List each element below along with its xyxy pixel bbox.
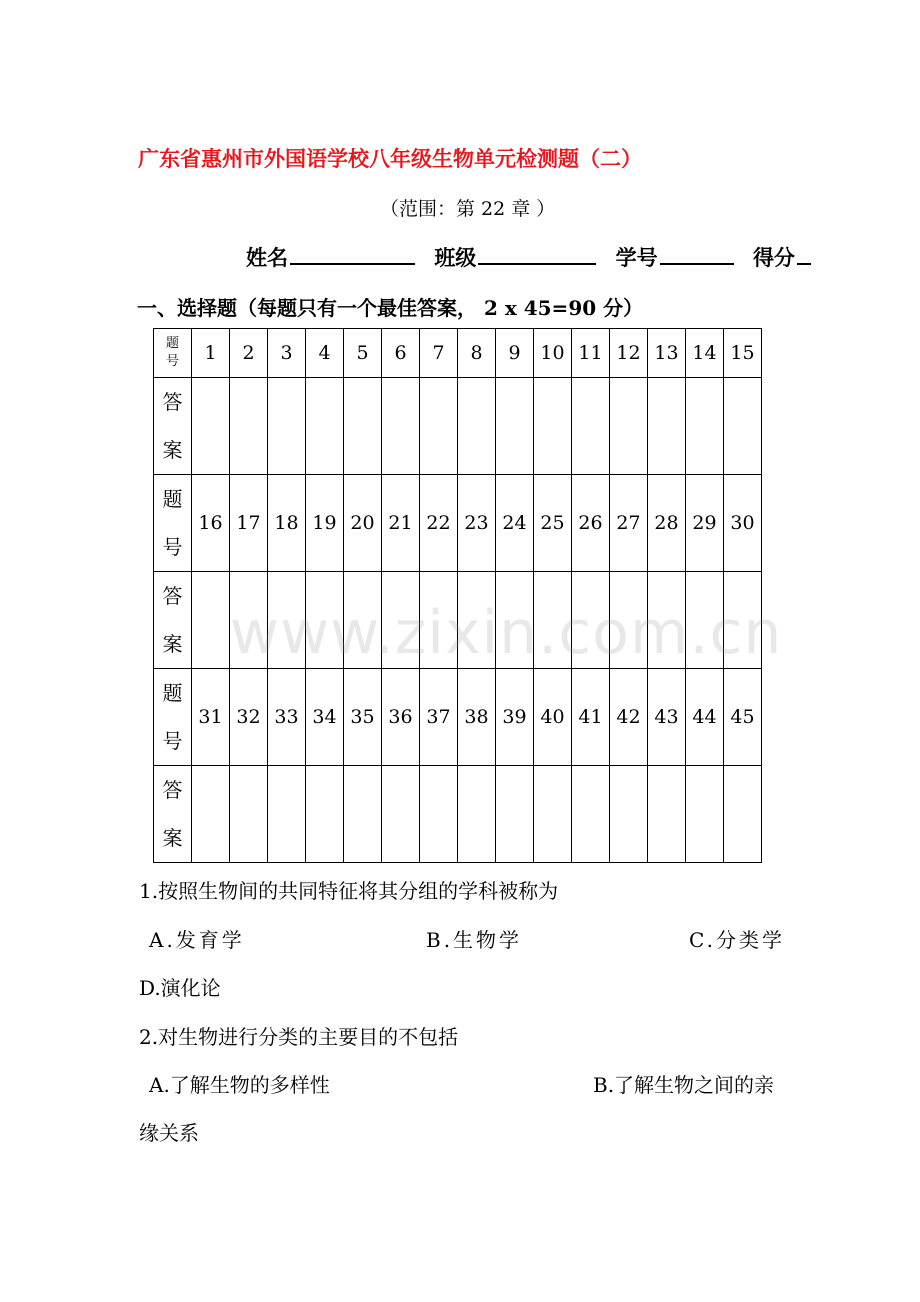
question-1-option-a[interactable]: A.发育学 <box>149 928 245 952</box>
answer-cell[interactable] <box>534 766 572 863</box>
answer-cell[interactable] <box>306 378 344 475</box>
question-number: 27 <box>610 475 648 572</box>
answer-cell[interactable] <box>192 572 230 669</box>
answer-cell[interactable] <box>230 766 268 863</box>
answer-cell[interactable] <box>572 378 610 475</box>
question-number: 7 <box>420 329 458 378</box>
score-label: 得分 <box>752 245 795 270</box>
question-number: 39 <box>496 669 534 766</box>
answer-cell[interactable] <box>534 378 572 475</box>
question-number: 20 <box>344 475 382 572</box>
answer-cell[interactable] <box>382 766 420 863</box>
score-blank[interactable] <box>797 243 811 265</box>
question-number: 41 <box>572 669 610 766</box>
answer-cell[interactable] <box>496 766 534 863</box>
question-number: 21 <box>382 475 420 572</box>
table-row <box>154 378 762 475</box>
answer-cell[interactable] <box>648 766 686 863</box>
header-cell: 题 号 <box>154 669 192 766</box>
answer-header-cell: 答 案 <box>154 766 192 863</box>
id-blank[interactable] <box>660 243 734 265</box>
question-number: 13 <box>648 329 686 378</box>
question-number: 4 <box>306 329 344 378</box>
table-row <box>154 766 762 863</box>
section-heading: 一、选择题（每题只有一个最佳答案， 2 x 45=90 分） <box>137 296 644 320</box>
answer-cell[interactable] <box>344 378 382 475</box>
question-number: 11 <box>572 329 610 378</box>
question-1-stem: 1.按照生物间的共同特征将其分组的学科被称为 <box>139 879 559 903</box>
question-number: 1 <box>192 329 230 378</box>
answer-cell[interactable] <box>420 378 458 475</box>
question-number: 34 <box>306 669 344 766</box>
scope-subtitle: （范围：第 22 章 ） <box>380 198 556 220</box>
answer-cell[interactable] <box>686 378 724 475</box>
question-number: 18 <box>268 475 306 572</box>
answer-cell[interactable] <box>724 378 762 475</box>
question-number: 33 <box>268 669 306 766</box>
answer-cell[interactable] <box>458 766 496 863</box>
question-number: 30 <box>724 475 762 572</box>
answer-cell[interactable] <box>458 378 496 475</box>
question-number: 24 <box>496 475 534 572</box>
header-cell: 题 号 <box>154 329 192 378</box>
name-blank[interactable] <box>290 243 415 265</box>
question-number: 45 <box>724 669 762 766</box>
question-number: 43 <box>648 669 686 766</box>
question-number: 5 <box>344 329 382 378</box>
question-number: 26 <box>572 475 610 572</box>
question-number: 10 <box>534 329 572 378</box>
answer-cell[interactable] <box>344 766 382 863</box>
question-1-option-c[interactable]: C.分类学 <box>689 928 785 952</box>
answer-cell[interactable] <box>192 378 230 475</box>
question-number: 25 <box>534 475 572 572</box>
answer-cell[interactable] <box>192 766 230 863</box>
question-number: 22 <box>420 475 458 572</box>
answer-cell[interactable] <box>306 766 344 863</box>
question-number: 36 <box>382 669 420 766</box>
question-number: 31 <box>192 669 230 766</box>
question-2-stem: 2.对生物进行分类的主要目的不包括 <box>139 1025 459 1049</box>
class-blank[interactable] <box>478 243 596 265</box>
question-1-option-d[interactable]: D.演化论 <box>139 976 221 1000</box>
question-number: 44 <box>686 669 724 766</box>
question-number: 2 <box>230 329 268 378</box>
answer-cell[interactable] <box>686 766 724 863</box>
question-2-option-b[interactable]: B.了解生物之间的亲 <box>593 1073 775 1097</box>
answer-cell[interactable] <box>230 378 268 475</box>
class-label: 班级 <box>434 245 477 270</box>
question-number: 40 <box>534 669 572 766</box>
question-number: 12 <box>610 329 648 378</box>
question-number: 29 <box>686 475 724 572</box>
question-number: 8 <box>458 329 496 378</box>
question-2-option-a[interactable]: A.了解生物的多样性 <box>149 1073 330 1097</box>
answer-cell[interactable] <box>572 766 610 863</box>
table-row <box>154 669 762 766</box>
question-number: 14 <box>686 329 724 378</box>
question-number: 23 <box>458 475 496 572</box>
question-1-option-b[interactable]: B.生物学 <box>426 928 523 952</box>
answer-cell[interactable] <box>420 766 458 863</box>
question-number: 17 <box>230 475 268 572</box>
question-number: 3 <box>268 329 306 378</box>
question-number: 35 <box>344 669 382 766</box>
name-label: 姓名 <box>246 245 288 270</box>
document-title: 广东省惠州市外国语学校八年级生物单元检测题（二） <box>138 146 642 171</box>
answer-cell[interactable] <box>724 766 762 863</box>
question-number: 16 <box>192 475 230 572</box>
answer-cell[interactable] <box>268 378 306 475</box>
answer-cell[interactable] <box>268 766 306 863</box>
answer-table <box>153 328 762 863</box>
question-number: 38 <box>458 669 496 766</box>
question-number: 19 <box>306 475 344 572</box>
header-cell: 题 号 <box>154 475 192 572</box>
question-number: 32 <box>230 669 268 766</box>
question-number: 6 <box>382 329 420 378</box>
id-label: 学号 <box>615 245 658 270</box>
answer-cell[interactable] <box>382 378 420 475</box>
table-row <box>154 329 762 378</box>
answer-cell[interactable] <box>648 378 686 475</box>
answer-header-cell: 答 案 <box>154 378 192 475</box>
watermark: www.zixin.com.cn <box>230 598 783 668</box>
question-number: 15 <box>724 329 762 378</box>
answer-cell[interactable] <box>496 378 534 475</box>
answer-cell[interactable] <box>610 378 648 475</box>
answer-cell[interactable] <box>610 766 648 863</box>
answer-header-cell: 答 案 <box>154 572 192 669</box>
question-number: 42 <box>610 669 648 766</box>
question-number: 28 <box>648 475 686 572</box>
question-number: 9 <box>496 329 534 378</box>
question-number: 37 <box>420 669 458 766</box>
table-row <box>154 475 762 572</box>
student-info-line <box>246 242 811 272</box>
question-2-option-b-continued: 缘关系 <box>139 1121 199 1145</box>
